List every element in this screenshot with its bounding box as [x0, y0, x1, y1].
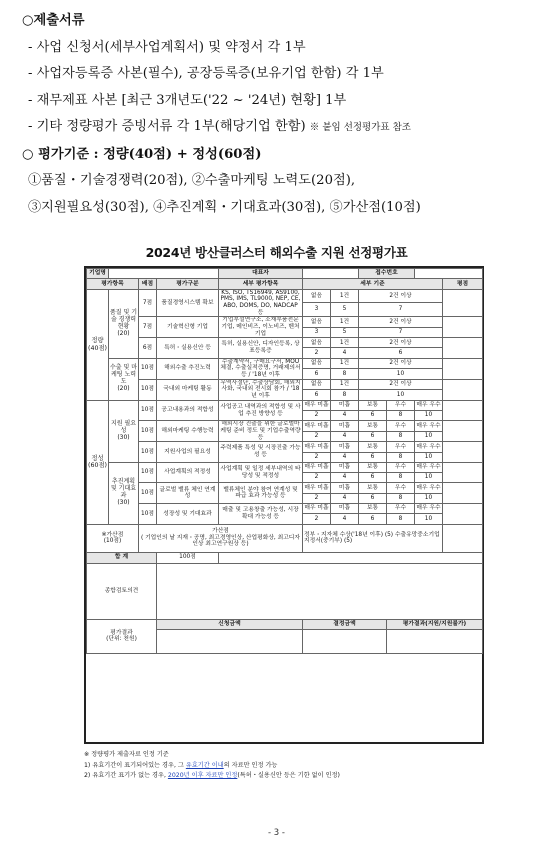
- row-score[interactable]: [443, 483, 483, 504]
- row-criteria: KS, ISO, TS16949, AS9100, PMS, IMS, TL9000, NEP, CE, ABO, DOMS, DO, NADCAP 등: [219, 289, 303, 317]
- grade-label: 보통: [359, 462, 387, 472]
- total-value: 100점: [157, 552, 219, 563]
- footnote-line-1-underline: 유효기간 이내: [185, 761, 224, 769]
- quant-option-score: 10: [359, 390, 443, 400]
- grade-score: 4: [331, 514, 359, 524]
- row-score[interactable]: [443, 504, 483, 525]
- ceo-label: 대표자: [219, 269, 303, 279]
- grade-score: 6: [359, 514, 387, 524]
- grade-label: 우수: [387, 442, 415, 452]
- row-criteria: 해외시장 진출을 위한 글로벌마케팅 준비 정도 및 기업수출역량 등: [220, 421, 301, 441]
- receipt-label: 접수번호: [359, 269, 415, 279]
- criteria-line-2: ③지원필요성(30점), ④추진계획・기대효과(30점), ⑤가산점(10점): [28, 199, 421, 215]
- grade-score: 10: [415, 493, 443, 503]
- grade-label: 우수: [387, 421, 415, 431]
- quant-row: [87, 338, 483, 348]
- grade-score: 2: [303, 514, 331, 524]
- quant-row: [87, 358, 483, 368]
- grade-score: 6: [359, 473, 387, 483]
- bonus-label: ※가산점: [101, 531, 124, 538]
- row-class: 지원사업의 필요성: [157, 442, 219, 463]
- docs-item-3: - 재무제표 사본 [최근 3개년도('22 ~ '24년) 현황] 1부: [28, 92, 347, 108]
- grade-score: 10: [415, 514, 443, 524]
- quant-group-cell: [109, 289, 139, 358]
- row-points: 10점: [139, 379, 157, 400]
- quant-option-score: 2: [303, 348, 331, 358]
- grade-score: 4: [331, 452, 359, 462]
- grade-label: 매우 미흡: [303, 400, 331, 410]
- grade-label: 우수: [387, 400, 415, 410]
- qual-group-name: 추진계획 및 기대효과: [110, 478, 137, 500]
- row-points: 10점: [139, 442, 157, 463]
- row-points: 6점: [139, 338, 157, 359]
- grade-score: 10: [415, 452, 443, 462]
- criteria-heading: ○ 평가기준 : 정량(40점) + 정성(60점): [22, 146, 262, 162]
- quant-option: 없음: [303, 358, 331, 368]
- docs-heading: ○제출서류: [22, 13, 85, 28]
- form-title: 2024년 방산클러스터 해외수출 지원 선정평가표: [145, 245, 408, 260]
- row-points: 10점: [139, 462, 157, 483]
- quant-option-score: 7: [359, 327, 443, 337]
- footnote-line-1-pre: 1) 유효기간이 표기되어있는 경우, 그: [84, 761, 186, 769]
- col-points: 배점: [139, 279, 157, 289]
- qual-points: (60점): [88, 462, 108, 470]
- grade-score: 8: [387, 411, 415, 421]
- grade-score: 6: [359, 431, 387, 441]
- row-class: 국내외 마케팅 활동: [157, 379, 219, 400]
- quant-option-score: 8: [331, 390, 359, 400]
- bonus-desc-cell: [139, 524, 303, 552]
- quant-option: 1건: [331, 289, 359, 303]
- quant-option-score: 6: [359, 348, 443, 358]
- criteria-line-1: ①품질・기술경쟁력(20점), ②수출마케팅 노력도(20점),: [28, 173, 356, 188]
- footnote-line-2-pre: 2) 유효기간 표기가 없는 경우,: [84, 772, 168, 779]
- quant-option: 1건: [331, 338, 359, 348]
- quant-option-score: 8: [331, 369, 359, 379]
- row-class: 성장성 및 기대효과: [157, 504, 219, 525]
- opinion-value[interactable]: [157, 563, 483, 619]
- col-standard: 세부 기준: [303, 279, 443, 289]
- docs-item-2: - 사업자등록증 사본(필수), 공장등록증(보유기업 한함) 각 1부: [28, 66, 384, 81]
- quant-option-score: 5: [331, 327, 359, 337]
- footnote-line-2-underline: 2020년 이후 자료만 인정: [167, 772, 238, 779]
- grade-score: 8: [387, 431, 415, 441]
- row-class: 해외수출 추진노력: [157, 358, 219, 379]
- grade-score: 10: [415, 473, 443, 483]
- grade-score: 4: [331, 473, 359, 483]
- grade-label: 우수: [387, 462, 415, 472]
- grade-label: 보통: [359, 400, 387, 410]
- request-amount-value[interactable]: [157, 630, 303, 653]
- row-score[interactable]: [443, 421, 483, 442]
- grade-label: 매우 우수: [415, 504, 443, 514]
- grade-label: 미흡: [331, 462, 359, 472]
- quant-option: 없음: [303, 317, 331, 327]
- quant-option-score: 6: [303, 369, 331, 379]
- quant-option: 없음: [303, 338, 331, 348]
- result-unit: (단위: 천원): [106, 636, 137, 643]
- total-label: 합 계: [87, 552, 157, 563]
- quant-group-name: 품질 및 기술 경쟁력 현황: [110, 308, 137, 330]
- grade-score: 8: [387, 514, 415, 524]
- bonus-score[interactable]: [443, 524, 483, 552]
- docs-item-4-row: [22, 114, 542, 142]
- quant-row: [87, 317, 483, 327]
- footnote-line-2-post: (특허・실용신안 등은 기한 없이 인정): [237, 772, 340, 779]
- grade-label: 매우 우수: [415, 421, 443, 431]
- row-criteria: 주력제품 특성 및 시장진출 가능성 등: [219, 442, 303, 463]
- quant-group-name: 수출 및 마케팅 노력도: [110, 364, 137, 386]
- docs-item-1: - 사업 신청서(세부사업계획서) 및 약정서 각 1부: [28, 39, 306, 55]
- footnote: [84, 750, 340, 782]
- quant-group-points: (20): [117, 385, 130, 393]
- docs-item-4: - 기타 정량평가 증빙서류 각 1부(해당기업 한함): [28, 119, 306, 134]
- row-points: 7점: [139, 317, 157, 338]
- qual-row: [87, 442, 483, 452]
- grade-score: 8: [387, 473, 415, 483]
- body-text: [22, 8, 542, 221]
- receipt-value[interactable]: [415, 269, 483, 279]
- row-criteria: 무역사절단, 수출상담회, 해외지사화, 국내외 전시회 참가 / '18년 이후: [220, 379, 301, 400]
- quant-group-cell: [109, 358, 139, 400]
- quant-option-score: 6: [303, 390, 331, 400]
- row-criteria: 특허, 실용신안, 디자인등록, 상표등록증: [219, 338, 303, 359]
- qual-group-cell: [109, 462, 139, 524]
- row-score[interactable]: [443, 379, 483, 400]
- result-status-value[interactable]: [387, 630, 483, 653]
- row-criteria: 사업공고 내역과의 적합성 및 사업 추진 방향성 등: [219, 400, 303, 421]
- qual-row: [87, 421, 483, 431]
- footnote-title: ※ 정량평가 제출자료 인정 기준: [84, 751, 169, 758]
- quant-option: 없음: [303, 379, 331, 389]
- footnote-line-1: [84, 761, 340, 772]
- qual-row: [87, 400, 483, 410]
- footnote-line-1-post: 의 자료만 인정 가능: [223, 761, 278, 769]
- quant-option: 2건 이상: [359, 358, 443, 368]
- quant-row: [87, 289, 483, 303]
- bonus-criteria: 정부・지자체 수상('18년 이후) (5) 수출유망중소기업 지정서(중기부) (5): [303, 524, 443, 552]
- grade-label: 매우 우수: [415, 462, 443, 472]
- quant-label: 정량: [91, 337, 104, 345]
- row-criteria: 매출 및 고용창출 가능성, 시장 확대 가능성 등: [219, 504, 303, 525]
- quant-row: [87, 379, 483, 389]
- grade-label: 보통: [359, 504, 387, 514]
- quant-option-score: 4: [331, 348, 359, 358]
- row-points: 7점: [139, 289, 157, 317]
- row-score[interactable]: [443, 358, 483, 379]
- row-criteria: 수출계약서, 구매요구서, MOU체결, 수출실적증명, 거래제의서 등 / '18년 이후: [220, 358, 301, 379]
- row-class: 기술혁신형 기업: [157, 317, 219, 338]
- decided-amount-label: 결정금액: [303, 619, 387, 630]
- grade-score: 2: [303, 411, 331, 421]
- grade-score: 2: [303, 452, 331, 462]
- col-class: 평가구분: [157, 279, 219, 289]
- row-score[interactable]: [443, 317, 483, 338]
- qual-group-points: (30): [117, 433, 130, 441]
- row-score[interactable]: [443, 400, 483, 421]
- grade-score: 4: [331, 493, 359, 503]
- row-class: 특허・실용신안 등: [157, 338, 219, 359]
- grade-score: 4: [331, 411, 359, 421]
- quant-points: (40점): [88, 344, 108, 352]
- qual-row: [87, 462, 483, 472]
- ceo-value[interactable]: [303, 269, 359, 279]
- docs-item-note: ※ 붙임 선정평가표 참조: [309, 122, 411, 133]
- row-points: 10점: [139, 504, 157, 525]
- company-value[interactable]: [109, 269, 219, 279]
- bonus-points: (10점): [103, 538, 122, 545]
- row-points: 10점: [139, 483, 157, 504]
- row-points: 10점: [139, 421, 157, 442]
- grade-label: 미흡: [331, 483, 359, 493]
- row-class: 품질경영시스템 확보: [157, 289, 219, 317]
- row-score[interactable]: [443, 442, 483, 463]
- request-amount-label: 신청금액: [157, 619, 303, 630]
- qual-group-name: 지원 필요성: [110, 419, 137, 434]
- quant-label-cell: [87, 289, 109, 400]
- qual-row: [87, 504, 483, 514]
- result-status-label: 평가결과(지원/지원불가): [387, 619, 483, 630]
- grade-label: 매우 미흡: [303, 462, 331, 472]
- grade-label: 미흡: [331, 504, 359, 514]
- quant-option: 1건: [331, 317, 359, 327]
- opinion-label: 종합검토의견: [87, 563, 157, 619]
- quant-option: 없음: [303, 289, 331, 303]
- row-score[interactable]: [443, 338, 483, 359]
- grade-score: 2: [303, 431, 331, 441]
- grade-score: 2: [303, 493, 331, 503]
- qual-group-cell: [109, 400, 139, 462]
- qual-row: [87, 483, 483, 493]
- grade-score: 6: [359, 452, 387, 462]
- result-label-cell: [87, 619, 157, 653]
- grade-label: 미흡: [331, 421, 359, 431]
- decided-amount-value[interactable]: [303, 630, 387, 653]
- quant-option: 1건: [331, 358, 359, 368]
- grade-label: 우수: [387, 483, 415, 493]
- page-number: - 3 -: [268, 828, 285, 838]
- grade-label: 매우 우수: [415, 483, 443, 493]
- grade-label: 매우 우수: [415, 442, 443, 452]
- bonus-desc: ( 기업인의 날 지재・공명, 최고경영인상, 산업평화상, 최고디자인상 최고연구원상 등): [140, 534, 301, 548]
- footnote-line-2: [84, 771, 340, 782]
- bonus-title: 가산점: [212, 528, 229, 535]
- quant-option: 2건 이상: [359, 338, 443, 348]
- row-points: 10점: [139, 400, 157, 421]
- row-points: 10점: [139, 358, 157, 379]
- row-criteria: 사업계획 및 일정 세부내역의 타당성 및 적정성: [219, 462, 303, 483]
- company-label: 기업명: [87, 269, 109, 279]
- grade-score: 2: [303, 473, 331, 483]
- row-criteria: 밸류체인 분야 참여 연계성 및 파급 효과 가능성 등: [219, 483, 303, 504]
- result-label: 평가결과: [110, 629, 133, 636]
- grade-label: 보통: [359, 483, 387, 493]
- quant-option-score: 3: [303, 303, 331, 317]
- qual-section: [87, 400, 483, 524]
- grade-score: 10: [415, 411, 443, 421]
- grade-label: 보통: [359, 442, 387, 452]
- evaluation-table: [86, 268, 483, 654]
- quant-group-points: (20): [117, 329, 130, 337]
- quant-option: 2건 이상: [359, 317, 443, 327]
- row-score[interactable]: [443, 462, 483, 483]
- quant-option-score: 5: [331, 303, 359, 317]
- grade-score: 8: [387, 452, 415, 462]
- grade-score: 6: [359, 411, 387, 421]
- grade-score: 4: [331, 431, 359, 441]
- quant-section: [87, 289, 483, 400]
- quant-option-score: 10: [359, 369, 443, 379]
- qual-label: 정성: [91, 454, 104, 462]
- row-criteria: 기업부설연구소, 소재부품전문 기업, 메인비즈, 이노비즈, 벤처기업: [219, 317, 303, 338]
- col-criteria: 세부 평가항목: [219, 279, 303, 289]
- row-class: 글로벌 밸류 체인 연계성: [157, 483, 219, 504]
- row-class: 해외마케팅 수행능력: [157, 421, 219, 442]
- grade-label: 매우 미흡: [303, 483, 331, 493]
- grade-label: 미흡: [331, 442, 359, 452]
- quant-option: 2건 이상: [359, 379, 443, 389]
- qual-group-points: (30): [117, 499, 130, 507]
- grade-score: 10: [415, 431, 443, 441]
- quant-option: 1건: [331, 379, 359, 389]
- quant-option-score: 3: [303, 327, 331, 337]
- quant-option: 2건 이상: [359, 289, 443, 303]
- bonus-label-cell: [87, 524, 139, 552]
- col-item: 평가항목: [87, 279, 139, 289]
- grade-label: 미흡: [331, 400, 359, 410]
- row-score[interactable]: [443, 289, 483, 317]
- grade-label: 매우 미흡: [303, 504, 331, 514]
- grade-label: 매우 미흡: [303, 442, 331, 452]
- grade-label: 보통: [359, 421, 387, 431]
- grade-label: 매우 우수: [415, 400, 443, 410]
- col-score: 평점: [443, 279, 483, 289]
- quant-option-score: 7: [359, 303, 443, 317]
- row-class: 공고내용과의 적합성: [157, 400, 219, 421]
- grade-label: 우수: [387, 504, 415, 514]
- grade-label: 매우 미흡: [303, 421, 331, 431]
- total-score[interactable]: [219, 552, 483, 563]
- row-class: 사업계획의 적정성: [157, 462, 219, 483]
- grade-score: 6: [359, 493, 387, 503]
- qual-label-cell: [87, 400, 109, 524]
- grade-score: 8: [387, 493, 415, 503]
